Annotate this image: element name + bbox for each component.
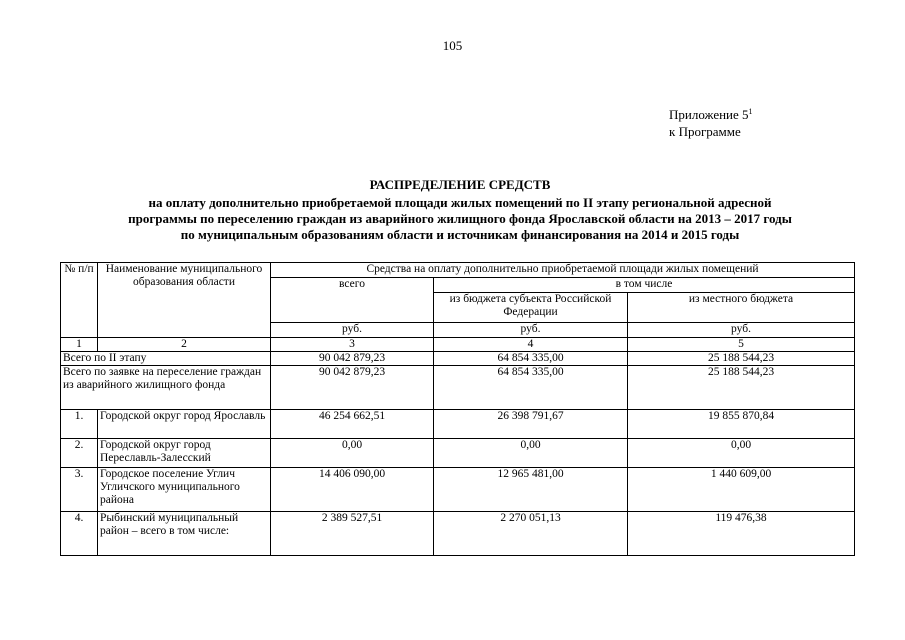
row-name: Городское поселение Углич Угличского муниципального района	[98, 468, 271, 512]
row-regional: 64 854 335,00	[434, 366, 628, 410]
row-number: 1.	[61, 410, 98, 439]
header-name: Наименование муниципального образования области	[98, 263, 271, 338]
row-total: 14 406 090,00	[271, 468, 434, 512]
row-regional: 64 854 335,00	[434, 352, 628, 366]
header-funds: Средства на оплату дополнительно приобретаемой площади жилых помещений	[271, 263, 855, 278]
page-number: 105	[442, 38, 463, 53]
row-total: 0,00	[271, 439, 434, 468]
row-name: Рыбинский муниципальный район – всего в том числе:	[98, 512, 271, 556]
column-number: 4	[434, 338, 628, 352]
row-total: 2 389 527,51	[271, 512, 434, 556]
table-row	[61, 366, 855, 410]
title-main: РАСПРЕДЕЛЕНИЕ СРЕДСТВ	[369, 177, 551, 192]
title-line-2: программы по переселению граждан из аварийного жилищного фонда Ярославской области на 2013 – 2017 годы	[128, 211, 792, 226]
row-number: 2.	[61, 439, 98, 468]
column-number-row	[61, 338, 855, 352]
column-number: 1	[61, 338, 98, 352]
column-number: 5	[628, 338, 855, 352]
appendix-note	[669, 106, 753, 140]
appendix-line2: к Программе	[669, 124, 741, 139]
row-total: 90 042 879,23	[271, 366, 434, 410]
row-regional: 26 398 791,67	[434, 410, 628, 439]
unit-total: руб.	[271, 323, 434, 338]
table-row	[61, 512, 855, 556]
table-row	[61, 352, 855, 366]
row-number: 3.	[61, 468, 98, 512]
row-local: 0,00	[628, 439, 855, 468]
header-total: всего	[271, 278, 434, 323]
unit-local: руб.	[628, 323, 855, 338]
row-regional: 12 965 481,00	[434, 468, 628, 512]
table-row	[61, 439, 855, 468]
title-line-3: по муниципальным образованиям области и источникам финансирования на 2014 и 2015 годы	[180, 227, 740, 242]
column-number: 2	[98, 338, 271, 352]
row-name: Городской округ город Переславль-Залесский	[98, 439, 271, 468]
document-title	[60, 177, 860, 243]
row-name: Всего по заявке на переселение граждан из аварийного жилищного фонда	[61, 366, 271, 410]
row-local: 119 476,38	[628, 512, 855, 556]
row-name: Городской округ город Ярославль	[98, 410, 271, 439]
row-local: 25 188 544,23	[628, 366, 855, 410]
row-local: 19 855 870,84	[628, 410, 855, 439]
table-row	[61, 468, 855, 512]
unit-regional: руб.	[434, 323, 628, 338]
header-including: в том числе	[434, 278, 855, 293]
row-local: 25 188 544,23	[628, 352, 855, 366]
header-regional: из бюджета субъекта Российской Федерации	[434, 293, 628, 323]
appendix-superscript: 1	[748, 107, 753, 116]
header-number: № п/п	[61, 263, 98, 338]
row-local: 1 440 609,00	[628, 468, 855, 512]
row-regional: 2 270 051,13	[434, 512, 628, 556]
title-line-1: на оплату дополнительно приобретаемой площади жилых помещений по II этапу региональной адресной	[148, 195, 772, 210]
row-regional: 0,00	[434, 439, 628, 468]
row-number: 4.	[61, 512, 98, 556]
column-number: 3	[271, 338, 434, 352]
distribution-table	[60, 262, 855, 556]
row-total: 90 042 879,23	[271, 352, 434, 366]
row-name: Всего по II этапу	[61, 352, 271, 366]
table-row	[61, 410, 855, 439]
row-total: 46 254 662,51	[271, 410, 434, 439]
appendix-line1: Приложение 5	[669, 107, 749, 122]
header-local: из местного бюджета	[628, 293, 855, 323]
